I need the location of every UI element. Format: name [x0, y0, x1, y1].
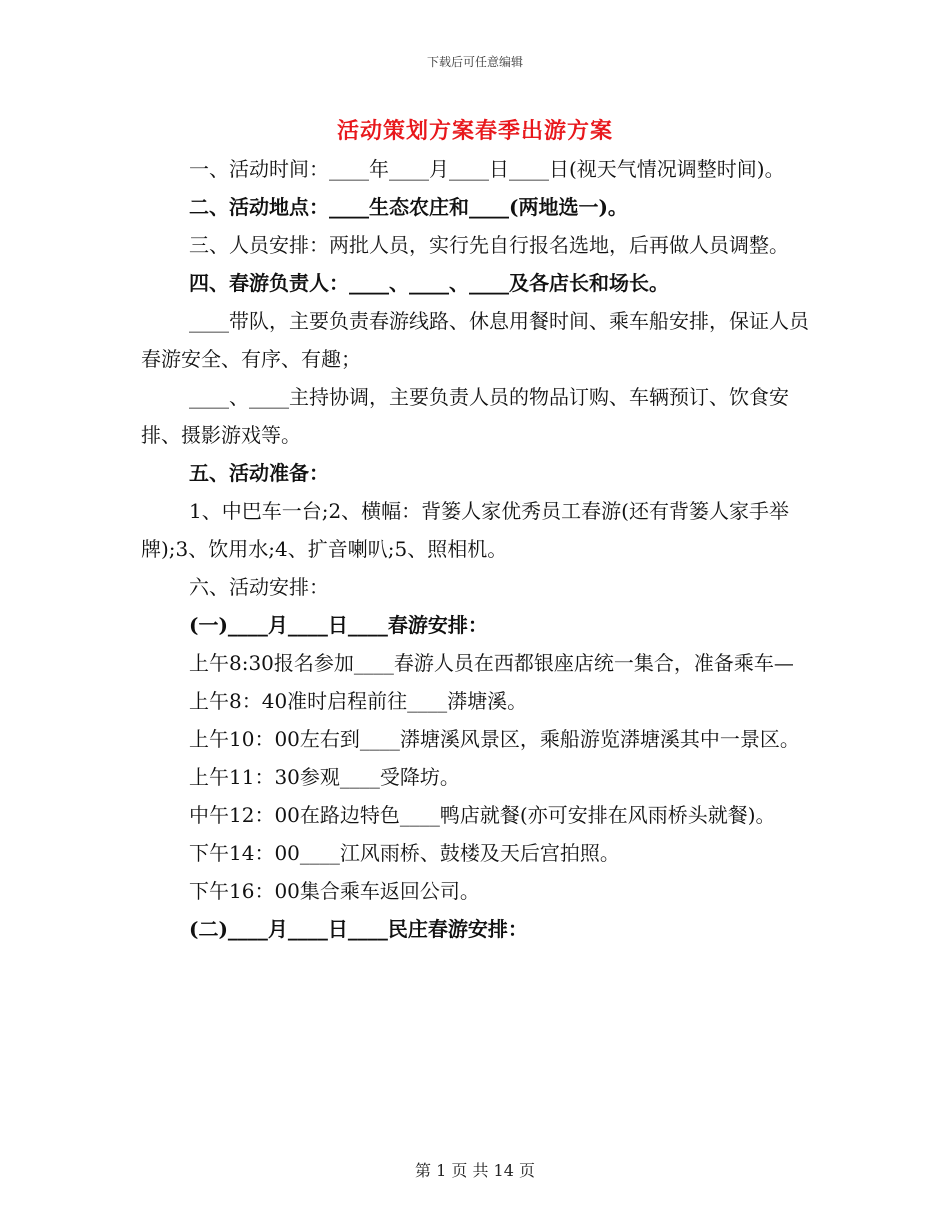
paragraph: 上午11：30参观____受降坊。 [189, 765, 460, 789]
paragraph: 中午12：00在路边特色____鸭店就餐(亦可安排在风雨桥头就餐)。 [189, 803, 776, 827]
paragraph: 一、活动时间：____年____月____日____日(视天气情况调整时间)。 [189, 157, 785, 181]
document-body [141, 150, 821, 948]
page-footer: 第 1 页 共 14 页 [415, 1161, 535, 1180]
paragraph: (二)____月____日____民庄春游安排： [189, 917, 528, 941]
header-note: 下载后可任意编辑 [426, 55, 523, 69]
paragraph: 上午8:30报名参加____春游人员在西都银座店统一集合，准备乘车— [189, 651, 794, 675]
paragraph: 五、活动准备： [189, 461, 329, 485]
paragraph: 下午14：00____江风雨桥、鼓楼及天后宫拍照。 [189, 841, 620, 865]
paragraph: 四、春游负责人：____、____、____及各店长和场长。 [189, 271, 669, 295]
paragraph: (一)____月____日____春游安排： [189, 613, 488, 637]
paragraph: 上午8：40准时启程前往____漭塘溪。 [189, 689, 528, 713]
paragraph: ____、____主持协调，主要负责人员的物品订购、车辆预订、饮食安排、摄影游戏等。 [141, 385, 789, 447]
paragraph: 1、中巴车一台;2、横幅：背篓人家优秀员工春游(还有背篓人家手举牌);3、饮用水;4、扩音喇叭;5、照相机。 [141, 499, 789, 561]
paragraph: 六、活动安排： [189, 575, 329, 599]
document-title: 活动策划方案春季出游方案 [336, 118, 613, 144]
paragraph: ____带队，主要负责春游线路、休息用餐时间、乘车船安排，保证人员春游安全、有序、有趣； [141, 309, 809, 371]
paragraph: 上午10：00左右到____漭塘溪风景区，乘船游览漭塘溪其中一景区。 [189, 727, 800, 751]
paragraph: 二、活动地点：____生态农庄和____(两地选一)。 [189, 195, 628, 219]
paragraph: 下午16：00集合乘车返回公司。 [189, 879, 480, 903]
paragraph: 三、人员安排：两批人员，实行先自行报名选地，后再做人员调整。 [189, 233, 789, 257]
